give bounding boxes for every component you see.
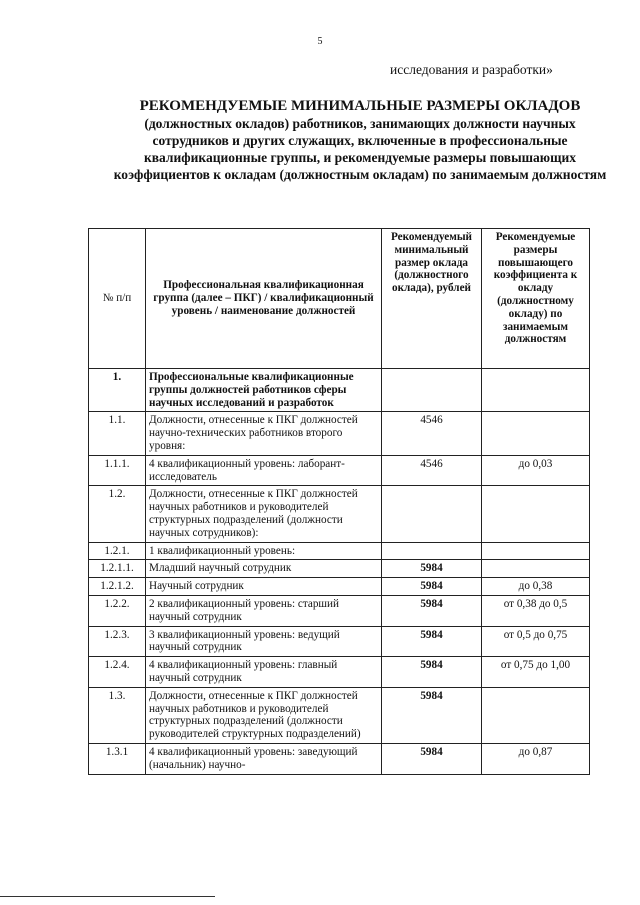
row-number: 1.2. — [89, 486, 146, 542]
row-position-name: Младший научный сотрудник — [146, 560, 382, 578]
table-row — [89, 578, 590, 596]
row-coefficient: до 0,87 — [482, 743, 590, 774]
row-position-name: 4 квалификационный уровень: заведующий (начальник) научно- — [146, 743, 382, 774]
row-position-name: 2 квалификационный уровень: старший научный сотрудник — [146, 595, 382, 626]
row-salary: 5984 — [382, 626, 482, 657]
row-coefficient — [482, 687, 590, 743]
row-position-name: Научный сотрудник — [146, 578, 382, 596]
row-salary: 5984 — [382, 657, 482, 688]
row-number: 1.2.2. — [89, 595, 146, 626]
document-title — [110, 98, 610, 183]
header-salary: Рекомендуемый минимальный размер оклада (должностного оклада), рублей — [382, 229, 482, 369]
table-row — [89, 657, 590, 688]
title-body: (должностных окладов) работников, занимающих должности научных сотрудников и других служащих, включенные в профессиональные квалификационные группы, и рекомендуемые размеры повышающих коэффициентов к окладам (должностным окладам) по занимаемым должностям — [113, 116, 607, 182]
row-number: 1.2.4. — [89, 657, 146, 688]
row-position-name: 3 квалификационный уровень: ведущий научный сотрудник — [146, 626, 382, 657]
page-number: 5 — [317, 36, 323, 47]
header-group: Профессиональная квалификационная группа (далее – ПКГ) / квалификационный уровень / наименование должностей — [146, 229, 382, 369]
row-position-name: 4 квалификационный уровень: лаборант-исследователь — [146, 455, 382, 486]
row-position-name: Должности, отнесенные к ПКГ должностей научных работников и руководителей структурных подразделений (должности научных сотрудников): — [146, 486, 382, 542]
title-line-1: РЕКОМЕНДУЕМЫЕ МИНИМАЛЬНЫЕ РАЗМЕРЫ ОКЛАДОВ — [139, 98, 581, 114]
row-number: 1.2.3. — [89, 626, 146, 657]
row-salary: 5984 — [382, 743, 482, 774]
row-coefficient — [482, 412, 590, 455]
row-salary: 5984 — [382, 578, 482, 596]
row-coefficient — [482, 369, 590, 412]
table-row — [89, 595, 590, 626]
row-salary: 5984 — [382, 687, 482, 743]
table-row — [89, 560, 590, 578]
row-salary: 5984 — [382, 560, 482, 578]
salary-table — [88, 228, 590, 775]
row-coefficient — [482, 560, 590, 578]
row-number: 1.1. — [89, 412, 146, 455]
row-number: 1.3. — [89, 687, 146, 743]
row-salary: 4546 — [382, 455, 482, 486]
row-coefficient — [482, 542, 590, 560]
row-salary — [382, 486, 482, 542]
table-row — [89, 542, 590, 560]
table-row — [89, 486, 590, 542]
table-row — [89, 743, 590, 774]
row-number: 1.2.1. — [89, 542, 146, 560]
footnote-divider — [0, 896, 215, 897]
row-number: 1.2.1.1. — [89, 560, 146, 578]
row-salary: 5984 — [382, 595, 482, 626]
row-coefficient — [482, 486, 590, 542]
row-number: 1.1.1. — [89, 455, 146, 486]
row-coefficient: от 0,5 до 0,75 — [482, 626, 590, 657]
row-position-name: Профессиональные квалификационные группы должностей работников сферы научных исследований и разработок — [146, 369, 382, 412]
row-position-name: 1 квалификационный уровень: — [146, 542, 382, 560]
table-body — [89, 369, 590, 775]
continuation-text: исследования и разработки» — [390, 62, 553, 77]
table-row — [89, 687, 590, 743]
row-position-name: 4 квалификационный уровень: главный научный сотрудник — [146, 657, 382, 688]
table-row — [89, 412, 590, 455]
row-salary — [382, 369, 482, 412]
row-number: 1. — [89, 369, 146, 412]
header-number: № п/п — [89, 229, 146, 369]
table-row — [89, 369, 590, 412]
row-position-name: Должности, отнесенные к ПКГ должностей научных работников и руководителей структурных подразделений (должности руководителей структурных подразделений) — [146, 687, 382, 743]
row-coefficient: от 0,38 до 0,5 — [482, 595, 590, 626]
row-salary: 4546 — [382, 412, 482, 455]
table-row — [89, 626, 590, 657]
row-salary — [382, 542, 482, 560]
row-coefficient: от 0,75 до 1,00 — [482, 657, 590, 688]
row-position-name: Должности, отнесенные к ПКГ должностей научно-технических работников второго уровня: — [146, 412, 382, 455]
table-row — [89, 455, 590, 486]
row-coefficient: до 0,38 — [482, 578, 590, 596]
row-number: 1.3.1 — [89, 743, 146, 774]
row-coefficient: до 0,03 — [482, 455, 590, 486]
header-coefficient: Рекомендуемые размеры повышающего коэффициента к окладу (должностному окладу) по занимаемым должностям — [482, 229, 590, 369]
row-number: 1.2.1.2. — [89, 578, 146, 596]
table-header-row — [89, 229, 590, 369]
